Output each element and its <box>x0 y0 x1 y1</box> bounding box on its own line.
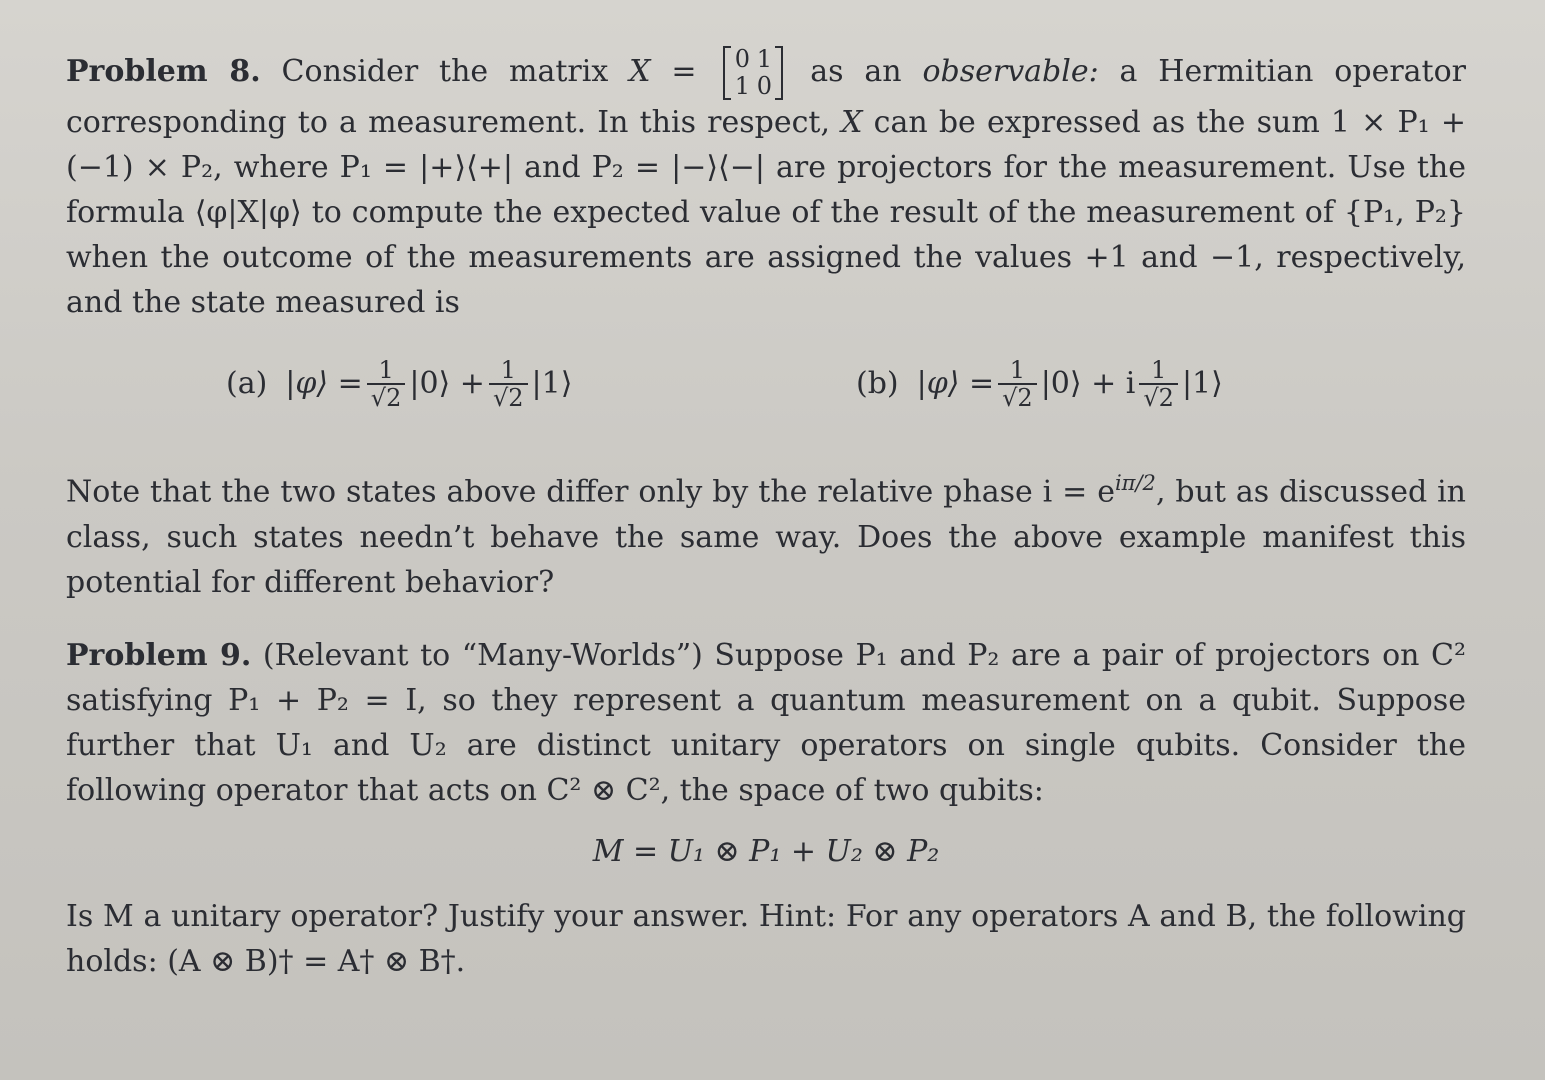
matrix-cell: 0 <box>734 45 750 73</box>
problem-8-intro-d: can be expressed as the sum 1 × P₁ + (−1) × P₂, where P₁ = |+⟩⟨+| and P₂ = |−⟩⟨−| are projectors for the measurement. Use the formula ⟨φ|X|φ⟩ to compute the expected value of the result of the measurement of {P₁, P₂} when the outcome of the measurements are assigned the values +1 and −1, respectively, and the state measured is <box>66 105 1466 320</box>
problem-9-heading: Problem 9. <box>66 637 252 673</box>
note-text-b: , but as discussed in class, such states needn’t behave the same way. Does the above example manifest this potential for different behavior? <box>66 474 1466 600</box>
state-a-fraction-2 <box>489 357 528 411</box>
state-b-fraction-1 <box>998 357 1037 411</box>
states-block <box>66 335 1466 455</box>
problem-8-intro-a: Consider the matrix <box>281 54 630 89</box>
fraction-denominator: √2 <box>367 383 406 411</box>
state-a-ket0: |0⟩ + <box>409 366 485 401</box>
observable-term: observable: <box>922 54 1099 89</box>
matrix-row-2 <box>731 73 775 100</box>
state-b-fraction-2 <box>1139 357 1178 411</box>
matrix-symbol-x-2: X <box>841 105 863 140</box>
matrix-x <box>723 46 783 100</box>
state-a-ket1: |1⟩ <box>531 366 573 401</box>
fraction-denominator: √2 <box>1139 383 1178 411</box>
matrix-symbol-x: X <box>629 54 651 89</box>
state-b-lhs: |φ⟩ = <box>916 366 995 401</box>
problem-8-intro-b: as an <box>789 54 923 89</box>
fraction-denominator: √2 <box>998 383 1037 411</box>
matrix-cell: 1 <box>734 72 750 100</box>
state-b <box>856 357 1223 411</box>
matrix-cell: 0 <box>756 72 772 100</box>
state-a-lhs: |φ⟩ = <box>285 366 363 401</box>
document-page <box>66 28 1466 984</box>
state-b-ket1: |1⟩ <box>1181 366 1223 401</box>
state-b-ket0: |0⟩ + i <box>1040 366 1136 401</box>
phase-exponent: iπ/2 <box>1114 471 1156 495</box>
problem-9-paragraph <box>66 633 1466 813</box>
note-text-a: Note that the two states above differ only by the relative phase i = e <box>66 474 1115 510</box>
equals-sign: = <box>650 54 718 89</box>
state-b-label: (b) <box>856 366 899 401</box>
state-a <box>226 357 572 411</box>
fraction-numerator: 1 <box>1151 356 1167 384</box>
operator-m-equation: M = U₁ ⊗ P₁ + U₂ ⊗ P₂ <box>592 833 940 869</box>
matrix-cell: 1 <box>756 45 772 73</box>
fraction-denominator: √2 <box>489 383 528 411</box>
matrix-row-1 <box>731 46 775 73</box>
problem-9-question: Is M a unitary operator? Justify your answer. Hint: For any operators A and B, the following holds: (A ⊗ B)† = A† ⊗ B†. <box>66 898 1466 979</box>
state-a-fraction-1 <box>367 357 406 411</box>
problem-8-heading: Problem 8. <box>66 54 261 89</box>
problem-9-body: (Relevant to “Many-Worlds”) Suppose P₁ and P₂ are a pair of projectors on C² satisfying P₁ + P₂ = I, so they represent a quantum measurement on a qubit. Suppose further that U₁ and U₂ are distinct unitary operators on single qubits. Consider the following operator that acts on C² ⊗ C², the space of two qubits: <box>66 637 1466 808</box>
fraction-numerator: 1 <box>1009 356 1026 384</box>
problem-8-paragraph <box>66 46 1466 325</box>
state-a-label: (a) <box>226 366 268 401</box>
fraction-numerator: 1 <box>378 356 394 384</box>
note-paragraph <box>66 461 1466 605</box>
problem-8-intro-c: a Hermitian operator corresponding to a measurement. In this respect, <box>66 54 1467 140</box>
fraction-numerator: 1 <box>500 356 516 384</box>
